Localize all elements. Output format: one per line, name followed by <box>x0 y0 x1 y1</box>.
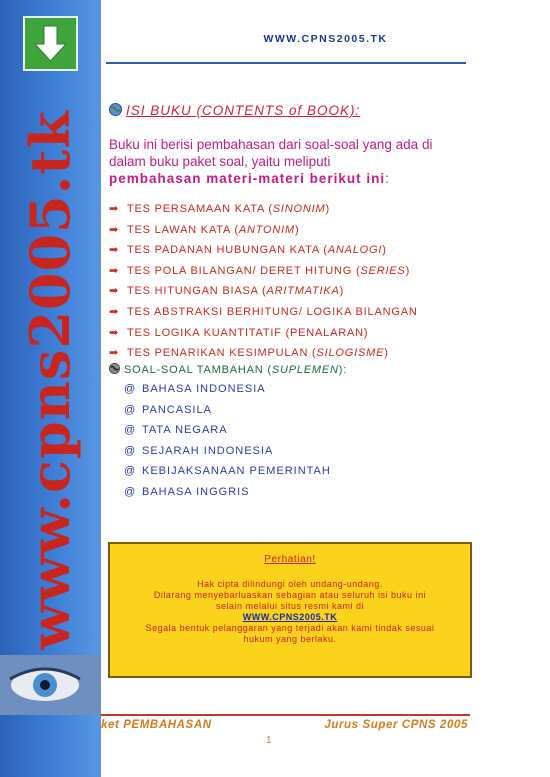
item-close: ) <box>405 264 411 277</box>
list-item <box>109 202 418 223</box>
intro-line: Buku ini berisi pembahasan dari soal-soal yang ada di <box>109 137 433 152</box>
item-text: TES PENARIKAN KESIMPULAN ( <box>127 347 317 360</box>
notice-line: Dilarang menyebarluaskan sebagian atau seluruh isi buku ini <box>153 590 427 600</box>
list-item <box>124 383 331 404</box>
at-icon: @ <box>124 444 137 457</box>
intro-colon: : <box>385 171 389 186</box>
at-icon: @ <box>124 485 137 498</box>
list-item <box>109 243 418 264</box>
supplement-close: ): <box>338 363 348 376</box>
item-close: ) <box>382 244 387 257</box>
globe-icon <box>109 103 122 119</box>
list-item <box>109 284 418 305</box>
arrow-right-icon: ➡ <box>109 264 120 277</box>
footer-right: Jurus Super CPNS 2005 <box>324 719 468 731</box>
at-icon: @ <box>124 383 137 395</box>
list-item <box>109 264 418 285</box>
at-icon: @ <box>124 403 137 416</box>
notice-line: Segala bentuk pelanggaran yang terjadi akan kami tindak sesuai <box>145 623 435 633</box>
item-close: ) <box>339 285 345 298</box>
item-italic: ARITMATIKA <box>266 285 340 298</box>
header-url[interactable]: WWW.CPNS2005.TK <box>263 33 388 45</box>
supplement-list <box>124 383 331 506</box>
section-title-text: ISI BUKU (CONTENTS of BOOK): <box>126 103 361 118</box>
sub-item-text: PANCASILA <box>142 403 212 416</box>
list-item <box>109 305 418 326</box>
notice-title: Perhatian! <box>264 554 316 565</box>
supplement-text: SOAL-SOAL TAMBAHAN ( <box>124 363 272 376</box>
intro-line-strong <box>109 170 469 187</box>
sub-item-text: KEBIJAKSANAAN PEMERINTAH <box>142 465 331 477</box>
item-close: ) <box>325 203 330 215</box>
header-divider <box>106 62 466 64</box>
item-text: TES LOGIKA KUANTITATIF (PENALARAN) <box>127 326 369 339</box>
list-item <box>109 326 418 347</box>
arrow-right-icon: ➡ <box>109 203 120 215</box>
page-number: 1 <box>266 735 272 746</box>
download-icon[interactable] <box>23 16 78 71</box>
notice-line: selain melalui situs resmi kami di <box>215 601 365 611</box>
footer-divider <box>101 714 470 716</box>
item-italic: ANALOGI <box>327 244 383 257</box>
sidebar <box>0 0 101 777</box>
contents-list <box>109 202 418 367</box>
item-text: TES ABSTRAKSI BERHITUNG/ LOGIKA BILANGAN <box>127 305 418 318</box>
notice-line: Hak cipta dilindungi oleh undang-undang. <box>197 579 383 589</box>
supplement-italic: SUPLEMEN <box>271 363 339 376</box>
intro-paragraph <box>109 136 469 187</box>
at-icon: @ <box>124 424 137 436</box>
globe-icon <box>109 363 120 377</box>
notice-line: hukum yang berlaku. <box>243 634 337 644</box>
arrow-right-icon: ➡ <box>109 326 120 339</box>
at-icon: @ <box>124 465 137 477</box>
arrow-right-icon: ➡ <box>109 244 120 257</box>
list-item <box>124 486 331 507</box>
copyright-notice <box>108 542 472 678</box>
list-item <box>124 465 331 486</box>
item-text: TES PADANAN HUBUNGAN KATA ( <box>127 244 328 257</box>
arrow-right-icon: ➡ <box>109 347 120 360</box>
item-close: ) <box>384 347 389 360</box>
item-text: TES POLA BILANGAN/ DERET HITUNG ( <box>127 264 361 277</box>
arrow-right-icon: ➡ <box>109 285 120 298</box>
intro-line: dalam buku paket soal, yaitu meliputi <box>109 154 331 169</box>
list-item <box>124 424 331 445</box>
list-item <box>109 223 418 244</box>
intro-strong: pembahasan materi-materi berikut ini <box>109 171 386 186</box>
item-close: ) <box>294 223 300 236</box>
arrow-right-icon: ➡ <box>109 223 120 236</box>
notice-link[interactable]: WWW.CPNS2005.TK <box>242 612 338 622</box>
item-italic: SILOGISME <box>316 347 385 360</box>
item-text: TES LAWAN KATA ( <box>127 223 239 236</box>
sub-item-text: BAHASA INDONESIA <box>142 383 266 395</box>
footer-left: ket PEMBAHASAN <box>101 719 212 731</box>
sub-item-text: SEJARAH INDONESIA <box>142 444 274 457</box>
item-italic: SINONIM <box>272 203 326 215</box>
section-title <box>109 103 360 119</box>
eye-image <box>0 655 101 715</box>
sub-item-text: BAHASA INGGRIS <box>142 485 250 498</box>
item-italic: SERIES <box>360 264 406 277</box>
vertical-site-text: www.cpns2005.tk <box>18 110 82 650</box>
notice-body <box>110 579 470 645</box>
list-item <box>124 445 331 466</box>
item-text: TES PERSAMAAN KATA ( <box>127 203 273 215</box>
list-item <box>124 404 331 425</box>
item-italic: ANTONIM <box>238 223 295 236</box>
sub-item-text: TATA NEGARA <box>142 424 228 436</box>
supplement-heading <box>109 363 347 377</box>
arrow-right-icon: ➡ <box>109 305 120 318</box>
item-text: TES HITUNGAN BIASA ( <box>127 285 267 298</box>
